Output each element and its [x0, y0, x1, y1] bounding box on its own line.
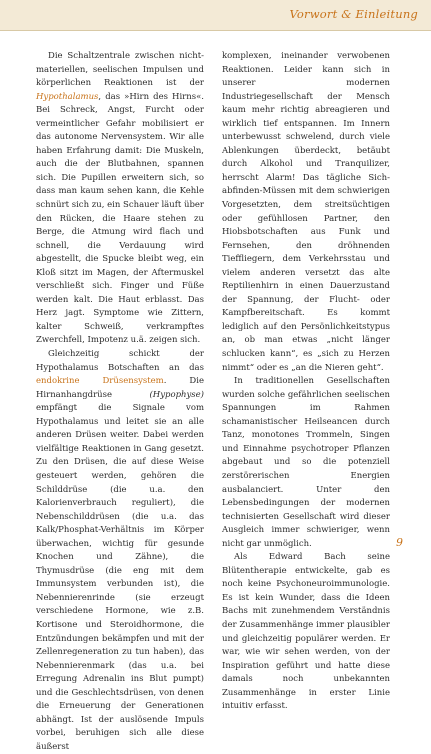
- paragraph-text: , das »Hirn des Hirns«. Bei Schreck, Angst, Furcht oder vermeintlicher Gefahr mobilisiert er das autonome Nervensystem. Wir alle haben Erfahrung damit: Die Muskeln, auch die der Blutbahnen, spannen sich. Die Pupillen erweitern sich, so dass man kaum sehen kann, die Kehle schnürt sich zu, ein Schauer läuft über den Rücken, die Haare stehen zu Berge, die Atmung wird flach und schnell, die Verdauung wird abgestellt, die Spucke bleibt weg, ein Kloß sitzt im Magen, der Aftermuskel verschließt sich. Finger und Füße werden kalt. Die Haut erblasst. Das Herz jagt. Symptome wie Zittern, kalter Schweiß, verkrampftes Zwerchfell, Impotenz u.ä. zeigen sich.: [36, 91, 204, 346]
- paragraph-text: Die Schaltzentrale zwischen nicht-materiellen, seelischen Impulsen und körperlichen Reaktionen ist der: [36, 51, 204, 89]
- paragraph-text: empfängt die Signale vom Hypothalamus und leitet sie an alle anderen Drüsen weiter. Dabei werden vielfältige Reaktionen in Gang gesetzt. Zu den Drüsen, die auf diese Weise gesteuert werden, gehören die Schilddrüse (die u.a. den Kalorienverbrauch reguliert), die Nebenschilddrüsen (die u.a. das Kalk/Phosphat-Verhältnis im Körper überwachen, wichtig für gesunde Knochen und Zähne), die Thymusdrüse (die eng mit dem Immunsystem verbunden ist), die Nebennierenrinde (sie erzeugt verschiedene Hormone, wie z.B. Kortisone und Steroidhormone, die Entzündungen bekämpfen und mit der Zellenregeneration zu tun haben), das Nebennierenmark (das u.a. bei Erregung Adrenalin ins Blut pumpt) und die Geschlechtsdrüsen, von denen die Erneuerung der Generationen abhängt. Ist der auslösende Impuls vorbei, beruhigen sich alle diese äußerst: [36, 403, 204, 752]
- left-column: [36, 50, 204, 754]
- right-column: [222, 50, 390, 714]
- paragraph-endocrine: [36, 348, 204, 754]
- highlighted-term-endocrine: endokrine Drüsensystem: [36, 376, 164, 387]
- paragraph-traditional-societies: In traditionellen Gesellschaften wurden solche gefährlichen seelischen Spannungen im Rahmen schamanistischer Heilseancen durch Tanz, monotones Trommeln, Singen und Einnahme psychotroper Pflanzen abgebaut und so die potenziell zerstörerischen Energien ausbalanciert. Unter den Lebensbedingungen der modernen technisierten Gesellschaft wird dieser Ausgleich immer schwieriger, wenn nicht gar unmöglich.: [222, 376, 390, 549]
- header-divider: [0, 30, 431, 31]
- paragraph-hypothalamus: [36, 50, 204, 348]
- italic-term-hypophyse: (Hypophyse): [149, 389, 204, 400]
- page-number: 9: [396, 536, 403, 549]
- paragraph-text: Gleichzeitig schickt der Hypothalamus Botschaften an das: [36, 349, 204, 373]
- paragraph-edward-bach: Als Edward Bach seine Blütentherapie entwickelte, gab es noch keine Psychoneuroimmunologie. Es ist kein Wunder, dass die Ideen Bachs mit zunehmendem Verständnis der Zusammenhänge immer plausibler und gleichzeitig populärer werden. Er war, wie wir sehen werden, von der Inspiration geführt und hatte diese damals noch unbekannten Zusammenhänge in erster Linie intuitiv erfasst.: [222, 552, 390, 712]
- highlighted-term-hypothalamus: Hypothalamus: [36, 91, 99, 102]
- section-title: Vorwort & Einleitung: [289, 7, 418, 21]
- paragraph-text: . Die Hirnanhangdrüse: [36, 376, 204, 400]
- paragraph-continuation: komplexen, ineinander verwobenen Reaktionen. Leider kann sich in unserer modernen Industriegesellschaft der Mensch kaum mehr richtig abreagieren und wirklich tief entspannen. Im Innern unterbewusst schwelend, durch viele Ablenkungen überdeckt, betäubt durch Alkohol und Tranquilizer, herrscht Alarm! Das tägliche Sich-abfinden-Müssen mit dem schwierigen Vorgesetzten, dem streitsüchtigen oder gefühllosen Partner, den Hiobsbotschaften aus Funk und Fernsehen, den dröhnenden Tieffliegern, dem Verkehrsstau und vielem anderen versetzt das alte Reptilienhirn in einen Dauerzustand der Spannung, der Flucht- oder Kampfbereitschaft. Es kommt lediglich auf den Persönlichkeitstypus an, ob man etwas „nicht länger schlucken kann“, es „sich zu Herzen nimmt“ oder es „an die Nieren geht“.: [222, 51, 390, 373]
